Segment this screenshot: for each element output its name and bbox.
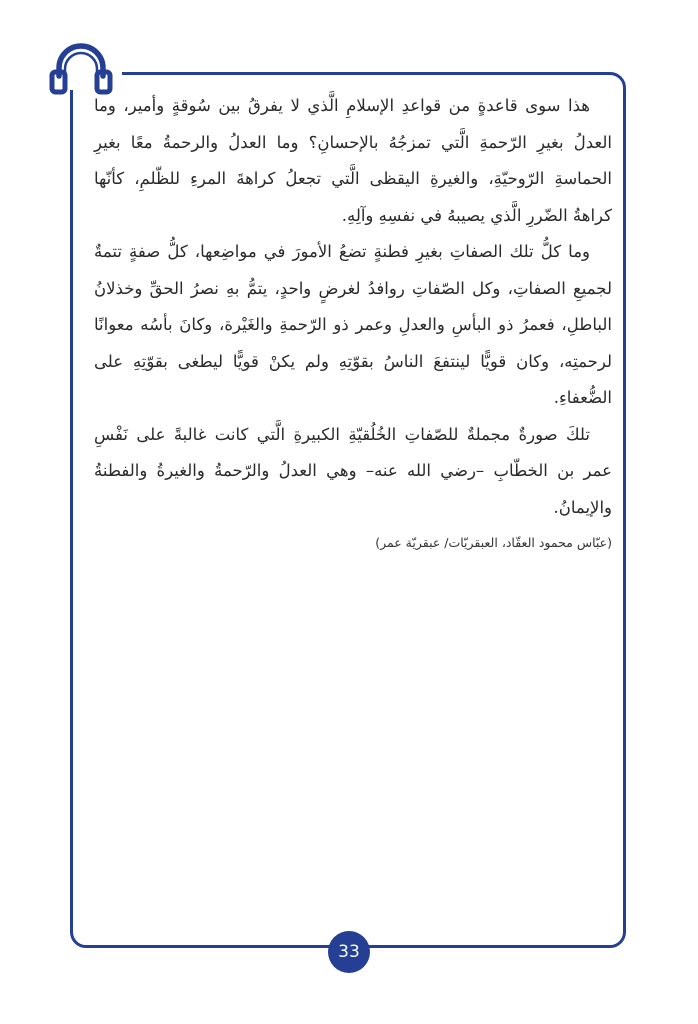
paragraph-2: وما كلُّ تلك الصفاتِ بغيرِ فطنةٍ تضعُ الأمورَ في مواضِعها، كلُّ صفةٍ تتمةٌ لجميعِ الصفاتِ، وكل الصّفاتِ روافدُ لغرضٍ واحدٍ، يتمُّ بهِ نصرُ الحقِّ وخذلانُ الباطلِ، فعمرُ ذو البأسِ والعدلِ وعمر ذو الرّحمةِ والغَيْرة، وكانَ بأسُه معوانًا لرحمتِه، وكان قويًّا لينتفعَ الناسُ بقوّتِهِ ولم يكنْ قويًّا ليطغى بقوّتِهِ على الضُّعفاءِ. — [94, 242, 612, 407]
article-text — [94, 88, 612, 526]
source-citation: (عبّاس محمود العقّاد، العبقريّات/ عبقريّة عمر) — [375, 535, 612, 550]
paragraph-3: تلكَ صورةٌ مجملةٌ للصّفاتِ الخُلُقيّةِ الكبيرةِ الَّتي كانت غالبةً على نَفْسِ عمر بن الخطّابِ –رضي الله عنه– وهي العدلُ والرّحمةُ والغيرةُ والفطنةُ والإيمانُ. — [94, 424, 612, 517]
paragraph-1: هذا سوى قاعدةٍ من قواعدِ الإسلامِ الَّذي لا يفرقُ بين سُوقةٍ وأمير، وما العدلُ بغيرِ الرّحمةِ الَّتي تمزجُهُ بالإحسانِ؟ وما العدلُ والرحمةُ معًا بغيرِ الحماسةِ الرّوحيّةِ، والغيرةِ اليقظى الَّتي تجعلُ كراهةَ المرءِ للظّلمِ، كأنّها كراهةُ الضّررِ الَّذي يصيبهُ في نفسِهِ وآلِهِ. — [94, 96, 612, 225]
page-number-badge: 33 — [328, 931, 370, 973]
